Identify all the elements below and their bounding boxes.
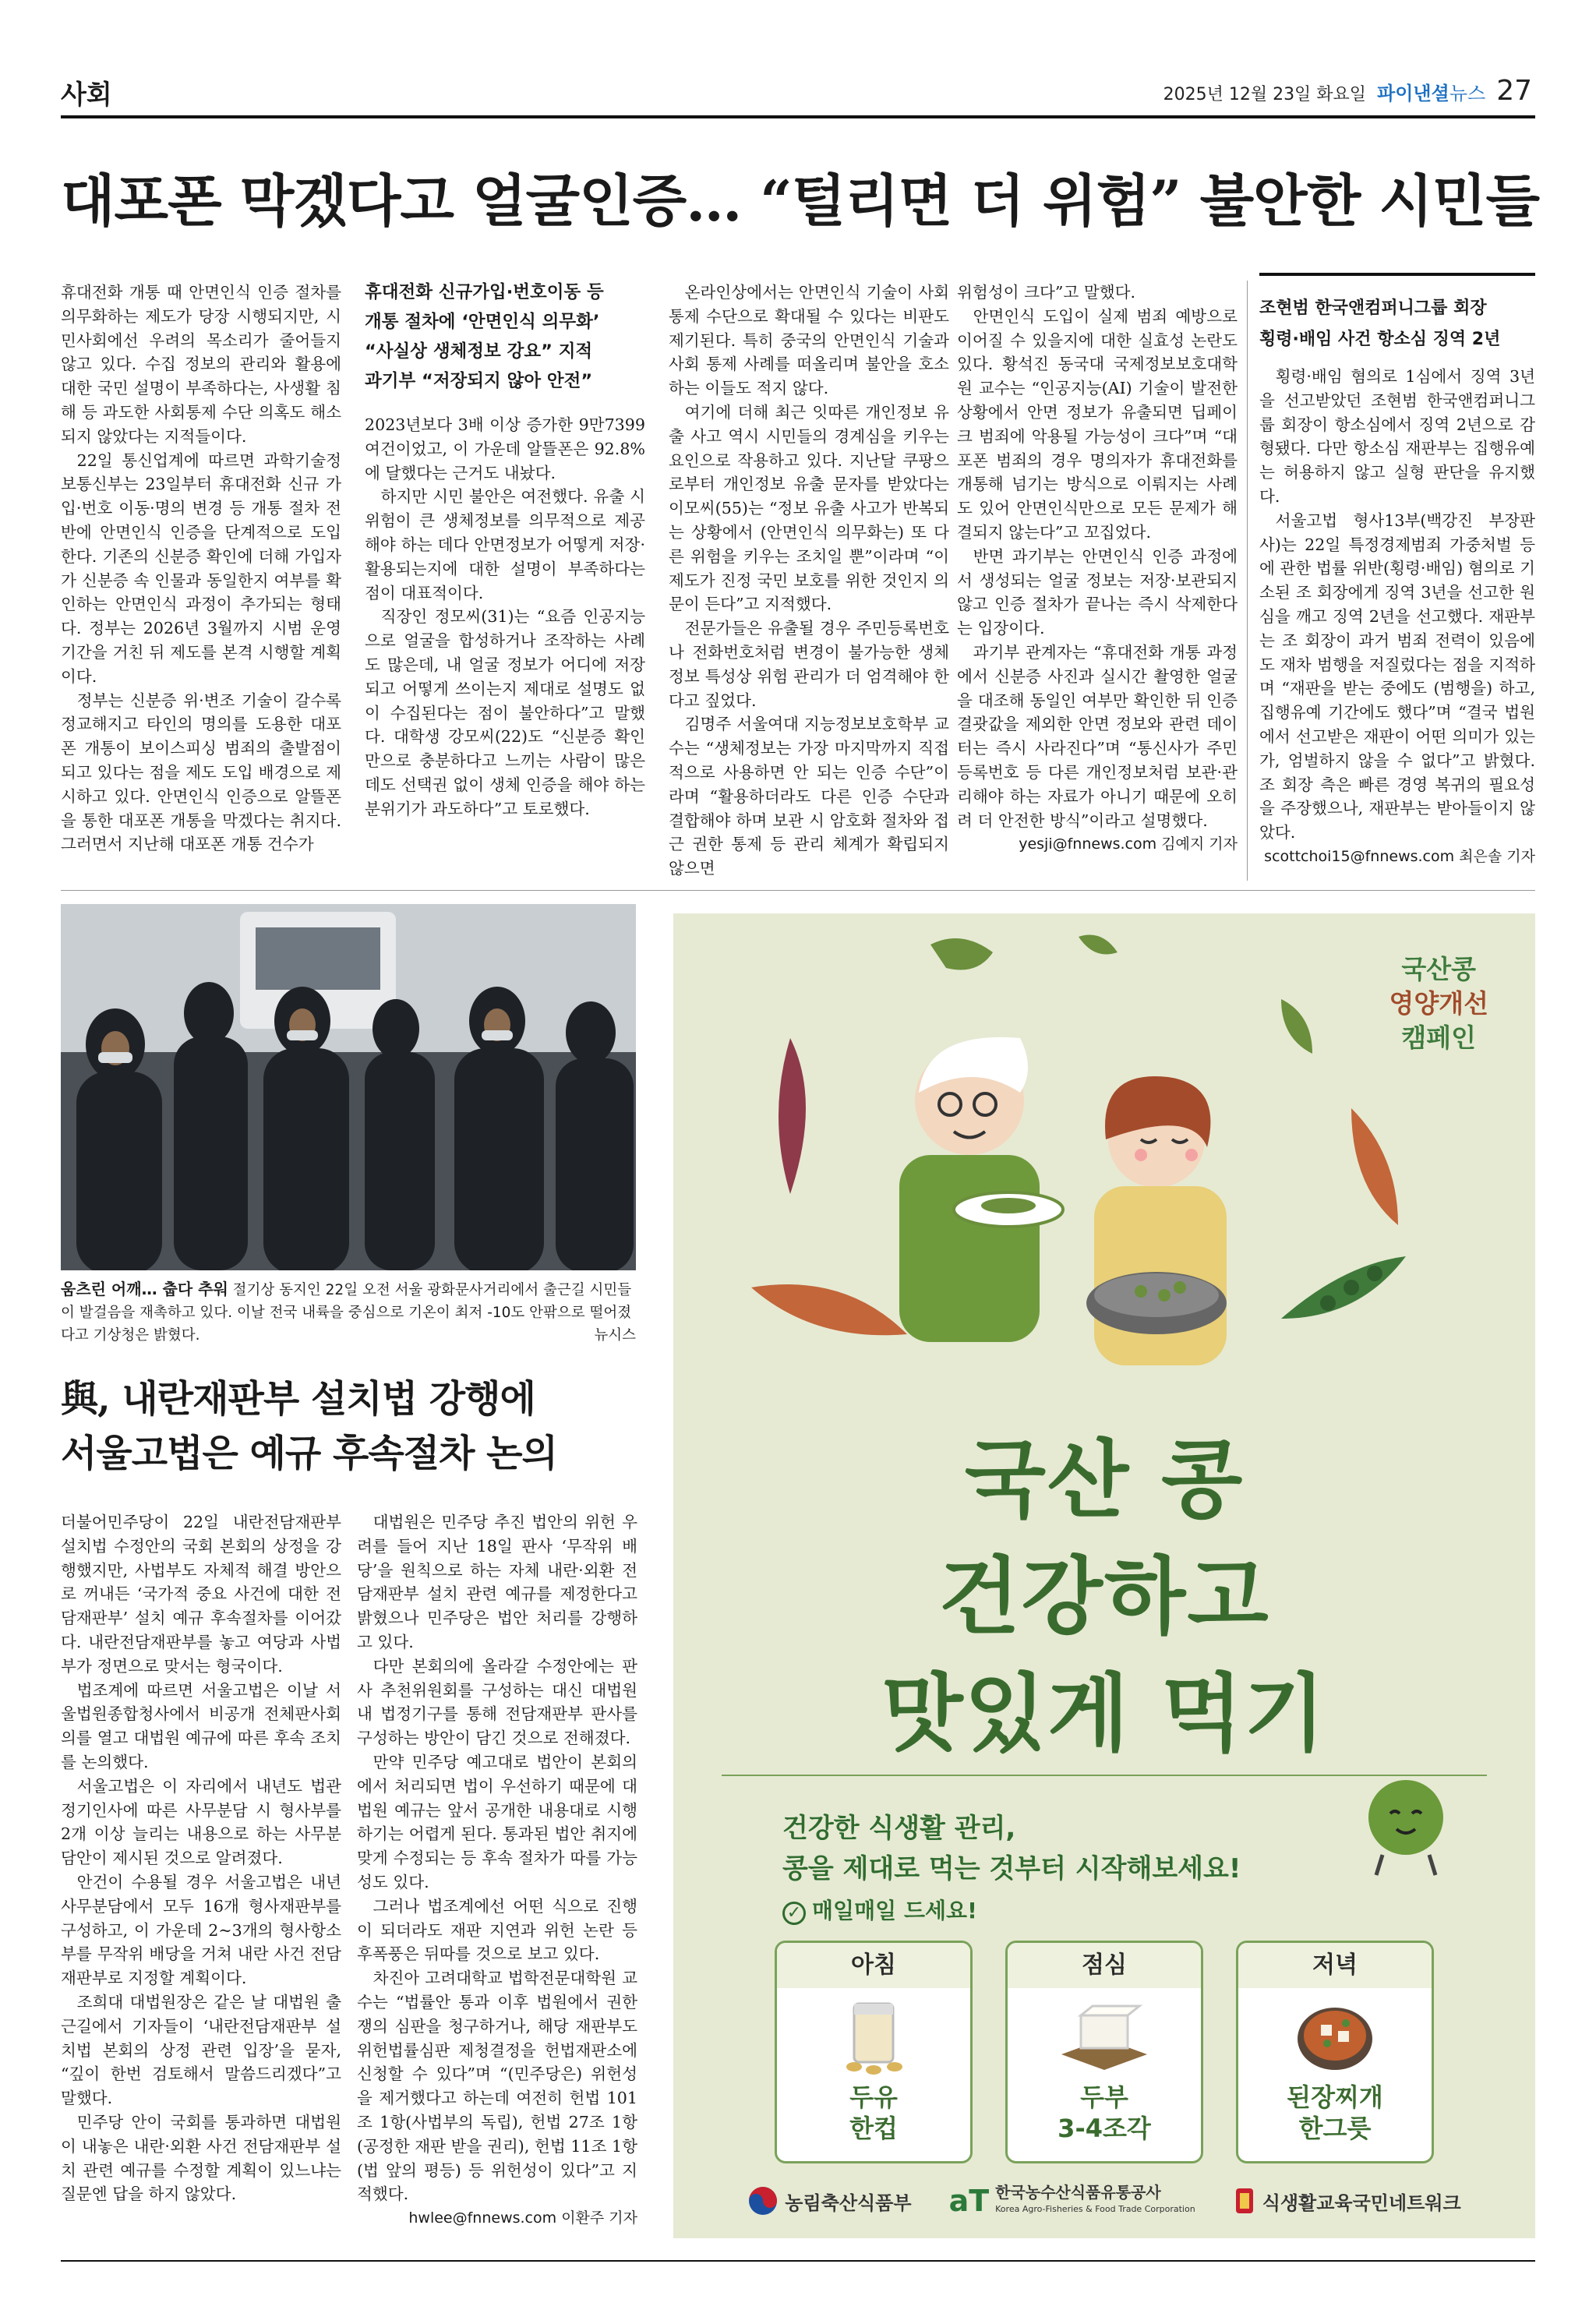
tofu-icon: [1008, 1988, 1201, 2082]
article2-byline: hwlee@fnnews.com 이환주 기자: [408, 2209, 637, 2227]
brand-logo: 파이낸셜뉴스: [1377, 83, 1486, 104]
meal-title: 저녁: [1238, 1943, 1432, 1988]
meal-card-lunch: [1005, 1941, 1203, 2163]
paragraph: 조희대 대법원장은 같은 날 대법원 출근길에서 기자들이 ‘내란전담재판부 설치법 본회의 상정 관련 입장’을 묻자, “깊이 한번 검토해서 말씀드리겠다”고 말했다.: [61, 1992, 341, 2108]
section-name: 사회: [61, 79, 112, 111]
paragraph: 대법원은 민주당 추진 법안의 위헌 우려를 들어 지난 18일 판사 ‘무작위 배당’을 원칙으로 하는 자체 내란·외환 전담재판부 설치 관련 예규를 제정한다고 밝혔으나 민주당은 법안 처리를 강행하고 있다.: [357, 1513, 637, 1651]
bottom-rule: [61, 2260, 1535, 2262]
sidebar-title: 조현범 한국앤컴퍼니그룹 회장 횡령·배임 사건 항소심 징역 2년: [1259, 273, 1535, 355]
article2-column-1: [61, 1510, 341, 2206]
ad-message: 건강한 식생활 관리, 콩을 제대로 먹는 것부터 시작해보세요!: [782, 1813, 1241, 1884]
check-icon: ✓: [782, 1902, 806, 1925]
article2-column-2: [357, 1510, 637, 2230]
meal-card-dinner: [1236, 1941, 1434, 2163]
ad-headline-2: 건강하고: [938, 1549, 1270, 1646]
article1-subhead: 휴대전화 신규가입·번호이동 등 개통 절차에 ‘안면인식 의무화’ “사실상 생체정보 강요” 지적 과기부 “저장되지 않아 안전”: [365, 282, 604, 391]
paragraph: 안건이 수용될 경우 서울고법은 내년 사무분담에서 모두 16개 형사재판부를 구성하고, 이 가운데 2~3개의 형사항소부를 무작위 배당을 거쳐 내란 사건 전담재판부로 지정할 계획이다.: [61, 1872, 341, 1988]
soymilk-icon: [777, 1988, 970, 2082]
paragraph: 법조계에 따르면 서울고법은 이날 서울법원종합청사에서 비공개 전체판사회의를 열고 대법원 예규에 따른 후속 조치를 논의했다.: [61, 1680, 341, 1771]
daily-check: ✓ 매일매일 드세요!: [782, 1894, 977, 1925]
article1-column-1: [61, 281, 341, 856]
paragraph: 그러나 법조계에선 어떤 식으로 진행이 되더라도 재판 지연과 위헌 논란 등 후폭풍은 뒤따를 것으로 보고 있다.: [357, 1896, 637, 1964]
meal-food: 된장찌개 한그릇: [1287, 2082, 1383, 2143]
main-headline: 대포폰 막겠다고 얼굴인증… “털리면 더 위험” 불안한 시민들: [61, 168, 1539, 234]
paragraph: 다만 본회의에 올라갈 수정안에는 판사 추천위원회를 구성하는 대신 대법원 내 법정기구를 통해 전담재판부 판사를 구성하는 방안이 담긴 것으로 전해졌다.: [357, 1656, 637, 1748]
paragraph: 휴대전화 개통 때 안면인식 인증 절차를 의무화하는 제도가 당장 시행되지만, 시민사회에선 우려의 목소리가 줄어들지 않고 있다. 수집 정보의 관리와 활용에 대한 국민 설명이 부족하다는, 사생활 침해 등 과도한 사회통제 수단 의혹도 해소되지 않았다는 지적들이다.: [61, 283, 341, 446]
masthead: [1163, 75, 1532, 107]
paragraph: 정부는 신분증 위·변조 기술이 갈수록 정교해지고 타인의 명의를 도용한 대포폰 개통이 보이스피싱 범죄의 출발점이 되고 있다는 점을 제도 도입 배경으로 제시하고 있다. 안면인식 인증으로 알뜰폰을 통한 대포폰 개통을 막겠다는 취지다. 그러면서 지난해 대포폰 개통 건수가: [61, 690, 341, 854]
article1-column-4: [957, 281, 1238, 856]
meal-title: 점심: [1008, 1943, 1201, 1988]
ad-sponsors: [673, 2184, 1535, 2218]
photo-credit: 뉴시스: [594, 1327, 636, 1344]
paragraph: 안면인식 도입이 실제 범죄 예방으로 이어질 수 있을지에 대한 실효성 논란도 있다. 황석진 동국대 국제정보보호대학원 교수는 “인공지능(AI) 기술이 발전한 상황에서 안면 정보가 유출되면 딥페이크 범죄에 악용될 가능성이 크다”며 “대포폰 범죄의 경우 명의자가 휴대전화를 개통해 넘기는 방식으로 이뤄지는 사례도 있어 안면인식만으로 모든 문제가 해결되지 않는다”고 꼬집었다.: [957, 306, 1238, 542]
paragraph: 전문가들은 유출될 경우 주민등록번호나 전화번호처럼 변경이 불가능한 생체정보 특성상 위험 관리가 더 엄격해야 한다고 짚었다.: [669, 619, 949, 710]
stew-icon: [1238, 1988, 1432, 2082]
sidebar-article: [1259, 273, 1535, 869]
meal-card-breakfast: [775, 1941, 973, 2163]
sponsor-at: aT 한국농수산식품유통공사 Korea Agro-Fisheries & Food Trade Corporation: [948, 2183, 1195, 2218]
caption-title: 움츠린 어깨… 춥다 추워: [61, 1280, 228, 1298]
paragraph: 하지만 시민 불안은 여전했다. 유출 시 위험이 큰 생체정보를 의무적으로 제공해야 하는 데다 안면정보가 어떻게 저장·활용되는지에 대한 설명이 부족하다는 점이 대표적이다.: [365, 487, 645, 602]
section-divider: [61, 890, 1535, 891]
sponsor-network: 식생활교육국민네트워크: [1233, 2185, 1461, 2216]
paragraph: 과기부 관계자는 “휴대전화 개통 과정에서 신분증 사진과 실시간 촬영한 얼굴을 대조해 동일인 여부만 확인한 뒤 인증 결괏값을 제외한 안면 정보와 관련 데이터는 즉시 사라진다”며 “통신사가 주민등록번호 등 다른 개인정보처럼 보관·관리해야 하는 자료가 아니기 때문에 오히려 더 안전한 방식”이라고 설명했다.: [957, 642, 1238, 830]
article1-column-3: [669, 281, 949, 881]
news-photo: [61, 904, 636, 1270]
meal-food: 두부 3-4조각: [1058, 2082, 1151, 2143]
meal-title: 아침: [777, 1943, 970, 1988]
meal-food: 두유 한컵: [849, 2082, 898, 2143]
paragraph: 민주당 안이 국회를 통과하면 대법원이 내놓은 내란·외환 사건 전담재판부 설치 관련 예규를 수정할 계획이 있느냐는 질문엔 답을 하지 않았다.: [61, 2112, 341, 2204]
paragraph: 22일 통신업계에 따르면 과학기술정보통신부는 23일부터 휴대전화 신규 가입·번호 이동·명의 변경 등 개통 절차 전반에 안면인식 인증을 단계적으로 도입한다. 기존의 신분증 확인에 더해 가입자가 신분증 속 인물과 동일한지 여부를 확인하는 안면인식 과정이 추가되는 형태다. 정부는 2026년 3월까지 시범 운영 기간을 거친 뒤 제도를 본격 시행할 계획이다.: [61, 450, 341, 686]
campaign-label: 국산콩 영양개선 캠페인: [1389, 954, 1488, 1053]
paragraph: 직장인 정모씨(31)는 “요즘 인공지능으로 얼굴을 합성하거나 조작하는 사례도 많은데, 내 얼굴 정보가 어디에 저장되고 어떻게 쓰이는지 제대로 설명도 없이 수집된다는 점이 불안하다”고 말했다. 대학생 강모씨(22)도 “신분증 확인만으로 충분하다고 느끼는 사람이 많은데도 선택권 없이 생체 인증을 해야 하는 분위기가 과도하다”고 토로했다.: [365, 607, 645, 818]
ad-headline-1: 국산 콩: [964, 1432, 1245, 1529]
paragraph: 서울고법 형사13부(백강진 부장판사)는 22일 특정경제범죄 가중처벌 등에 관한 법률 위반(횡령·배임) 혐의로 기소된 조 회장에게 징역 3년을 선고한 원심을 깨고 징역 2년을 선고했다. 재판부는 조 회장이 과거 범죄 전력이 있음에도 재차 범행을 저질렀다는 점을 지적하며 “재판을 받는 중에도 (범행을) 하고, 집행유예 기간에도 했다”며 “결국 법원에서 선고받은 재판이 어떤 의미가 있는가, 엄벌하지 않을 수 없다”고 밝혔다. 조 회장 측은 빠른 경영 복귀의 필요성을 주장했으나, 재판부는 받아들이지 않았다.: [1259, 510, 1535, 842]
ad-headline-3: 맛있게 먹기: [881, 1665, 1327, 1763]
paragraph: 더불어민주당이 22일 내란전담재판부 설치법 수정안의 국회 본회의 상정을 강행했지만, 사법부도 자체적 해결 방안으로 꺼내든 ‘국가적 중요 사건에 대한 전담재판부’ 설치 예규 후속절차를 이어갔다. 내란전담재판부를 놓고 여당과 사법부가 정면으로 맞서는 형국이다.: [61, 1513, 341, 1676]
sidebar-byline: scottchoi15@fnnews.com 최은솔 기자: [1264, 847, 1535, 865]
paragraph: 차진아 고려대학교 법학전문대학원 교수는 “법률안 통과 이후 법원에서 권한쟁의 심판을 청구하거나, 해당 재판부도 위헌법률심판 제청결정을 헌법재판소에 신청할 수 있다”며 “(민주당은) 위헌성을 제거했다고 하는데 여전히 헌법 101조 1항(사법부의 독립), 헌법 27조 1항(공정한 재판 받을 권리), 헌법 11조 1항(법 앞의 평등) 등 위헌성이 있다”고 지적했다.: [357, 1969, 637, 2204]
paragraph: 위험성이 크다”고 말했다.: [957, 283, 1136, 302]
advertisement: [673, 913, 1535, 2238]
photo-caption: [61, 1278, 636, 1347]
taegeuk-icon: [747, 2185, 779, 2216]
bean-mascot-icon: [1359, 1771, 1453, 1880]
article1-column-2: [365, 277, 645, 821]
paragraph: 만약 민주당 예고대로 법안이 본회의에서 처리되면 법이 우선하기 때문에 대법원 예규는 앞서 공개한 내용대로 시행하기는 어렵게 된다. 통과된 법안 취지에 맞게 수정되는 등 후속 절차가 따를 가능성도 있다.: [357, 1752, 637, 1891]
at-logo-icon: aT: [948, 2184, 990, 2218]
paragraph: 김명주 서울여대 지능정보보호학부 교수는 “생체정보는 가장 마지막까지 직접적으로 사용하면 안 되는 인증 수단”이라며 “활용하더라도 다른 인증 수단과 결합해야 하며 보관 시 암호화 절차와 접근 권한 통제 등 관리 체계가 확립되지 않으면: [669, 715, 949, 878]
sponsor-mafra: 농림축산식품부: [747, 2185, 911, 2216]
paragraph: 횡령·배임 혐의로 1심에서 징역 3년을 선고받았던 조현범 한국앤컴퍼니그룹 회장이 항소심에서 징역 2년으로 감형됐다. 다만 항소심 재판부는 집행유예는 허용하지 않고 실형 판단을 유지했다.: [1259, 367, 1535, 506]
network-logo-icon: [1233, 2185, 1256, 2216]
top-rule: [61, 115, 1535, 118]
paragraph: 반면 과기부는 안면인식 인증 과정에서 생성되는 얼굴 정보는 저장·보관되지 않고 인증 절차가 끝나는 즉시 삭제한다는 입장이다.: [957, 546, 1238, 638]
article1-byline: yesji@fnnews.com 김예지 기자: [1019, 835, 1238, 853]
column-divider: [1247, 281, 1248, 881]
paragraph: 서울고법은 이 자리에서 내년도 법관 정기인사에 따른 사무분담 시 형사부를 2개 이상 늘리는 내용으로 하는 사무분담안이 제시된 것으로 알려졌다.: [61, 1776, 341, 1868]
article2-headline: 與, 내란재판부 설치법 강행에 서울고법은 예규 후속절차 논의: [61, 1377, 557, 1475]
paragraph: 온라인상에서는 안면인식 기술이 사회통제 수단으로 확대될 수 있다는 비판도 제기된다. 특히 중국의 안면인식 기술과 사회 통제 사례를 떠올리며 불안을 호소하는 이들도 적지 않다.: [669, 283, 949, 398]
commuters-photo-illustration: [61, 904, 636, 1270]
caption-text: 절기상 동지인 22일 오전 서울 광화문사거리에서 출근길 시민들이 발걸음을 재촉하고 있다. 이날 전국 내륙을 중심으로 기온이 최저 -10도 안팎으로 떨어졌다고 기상청은 밝혔다.: [61, 1282, 632, 1344]
paragraph: 2023년보다 3배 이상 증가한 9만7399여건이었고, 이 가운데 알뜰폰은 92.8%에 달했다는 근거도 내놨다.: [365, 415, 645, 482]
paragraph: 여기에 더해 최근 잇따른 개인정보 유출 사고 역시 시민들의 경계심을 키우는 요인으로 작용하고 있다. 지난달 쿠팡으로부터 개인정보 유출 문자를 받았다는 이모씨(55)는 “정보 유출 사고가 반복되는 상황에서 (안면인식 의무화는) 또 다른 위험을 키우는 조치일 뿐”이라며 “이 제도가 진정 국민 보호를 위한 것인지 의문이 든다”고 지적했다.: [669, 402, 949, 614]
issue-date: 2025년 12월 23일 화요일: [1163, 85, 1367, 104]
page-number: 27: [1496, 75, 1532, 107]
